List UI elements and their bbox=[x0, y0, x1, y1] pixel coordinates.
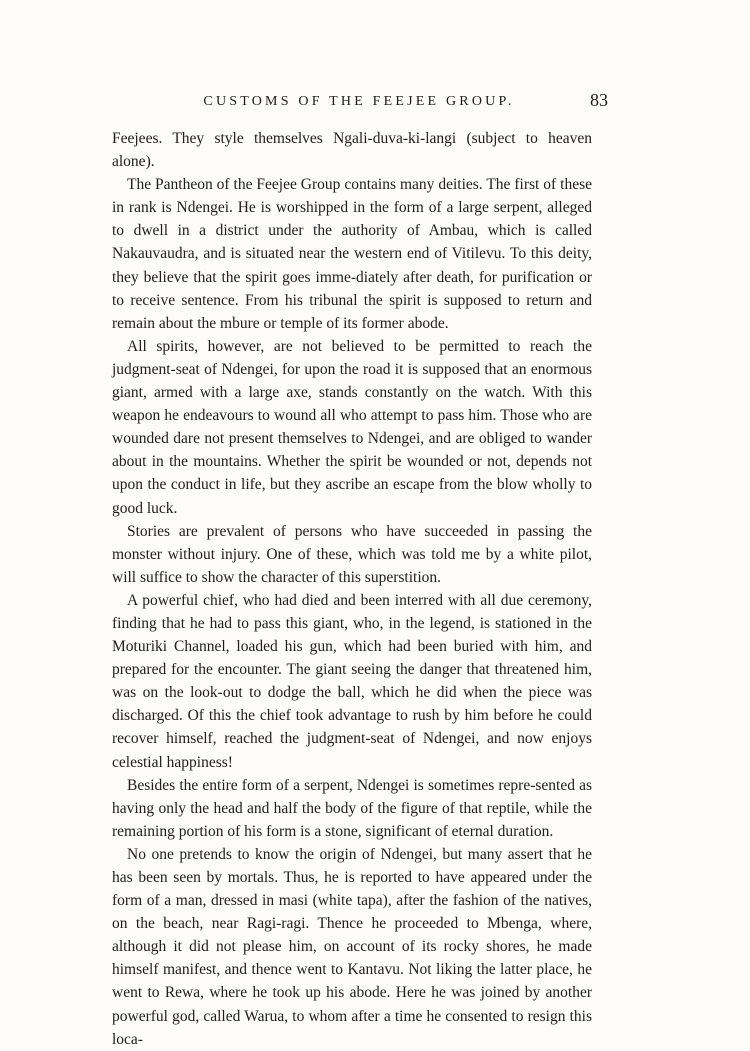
paragraph-chief: A powerful chief, who had died and been interred with all due ceremony, finding that he had to pass this giant, who, in the legend, is stationed in the Moturiki Channel, loaded his gun, which had been buried with him, and prepared for the encounter. The giant seeing the danger that threatened him, was on the look-out to dodge the ball, which he did when the piece was discharged. Of this the chief took advantage to rush by him before he could recover himself, reached the judgment-seat of Ndengei, and now enjoys celestial happiness! bbox=[112, 591, 592, 771]
body-text bbox=[112, 127, 592, 1051]
paragraph-giant: All spirits, however, are not believed to be permitted to reach the judgment-seat of Ndengei, for upon the road it is supposed that an enormous giant, armed with a large axe, stands constantly on the watch. With this weapon he endeavours to wound all who attempt to pass him. Those who are wounded dare not present themselves to Ndengei, and are obliged to wander about in the mountains. Whether the spirit be wounded or not, depends not upon the conduct in life, but they ascribe an escape from the blow wholly to good luck. bbox=[112, 337, 592, 517]
paragraph-continuation: Feejees. They style themselves Ngali-duva-ki-langi (subject to heaven alone). bbox=[112, 130, 592, 171]
paragraph-stories: Stories are prevalent of persons who have succeeded in passing the monster without injury. One of these, which was told me by a white pilot, will suffice to show the character of this superstition. bbox=[112, 522, 592, 586]
page-header bbox=[110, 88, 608, 122]
paragraph-serpent-form: Besides the entire form of a serpent, Ndengei is sometimes repre-sented as having only the head and half the body of the figure of that reptile, while the remaining portion of his form is a stone, significant of eternal duration. bbox=[112, 776, 592, 840]
paragraph-origin: No one pretends to know the origin of Ndengei, but many assert that he has been seen by mortals. Thus, he is reported to have appeared under the form of a man, dressed in masi (white tapa), after the fashion of the natives, on the beach, near Ragi-ragi. Thence he proceeded to Mbenga, where, although it did not please him, on account of its rocky shores, he made himself manifest, and thence went to Kantavu. Not liking the latter place, he went to Rewa, where he took up his abode. Here he was joined by another powerful god, called Warua, to whom after a time he consented to resign this loca- bbox=[112, 845, 592, 1048]
page-number: 83 bbox=[590, 90, 608, 110]
paragraph-pantheon: The Pantheon of the Feejee Group contains many deities. The first of these in rank is Ndengei. He is worshipped in the form of a large serpent, alleged to dwell in a district under the authority of Ambau, which is called Nakauvaudra, and is situated near the western end of Vitilevu. To this deity, they believe that the spirit goes imme-diately after death, for purification or to receive sentence. From his tribunal the spirit is supposed to return and remain about the mbure or temple of its former abode. bbox=[112, 176, 592, 332]
running-title: CUSTOMS OF THE FEEJEE GROUP. bbox=[203, 94, 515, 109]
